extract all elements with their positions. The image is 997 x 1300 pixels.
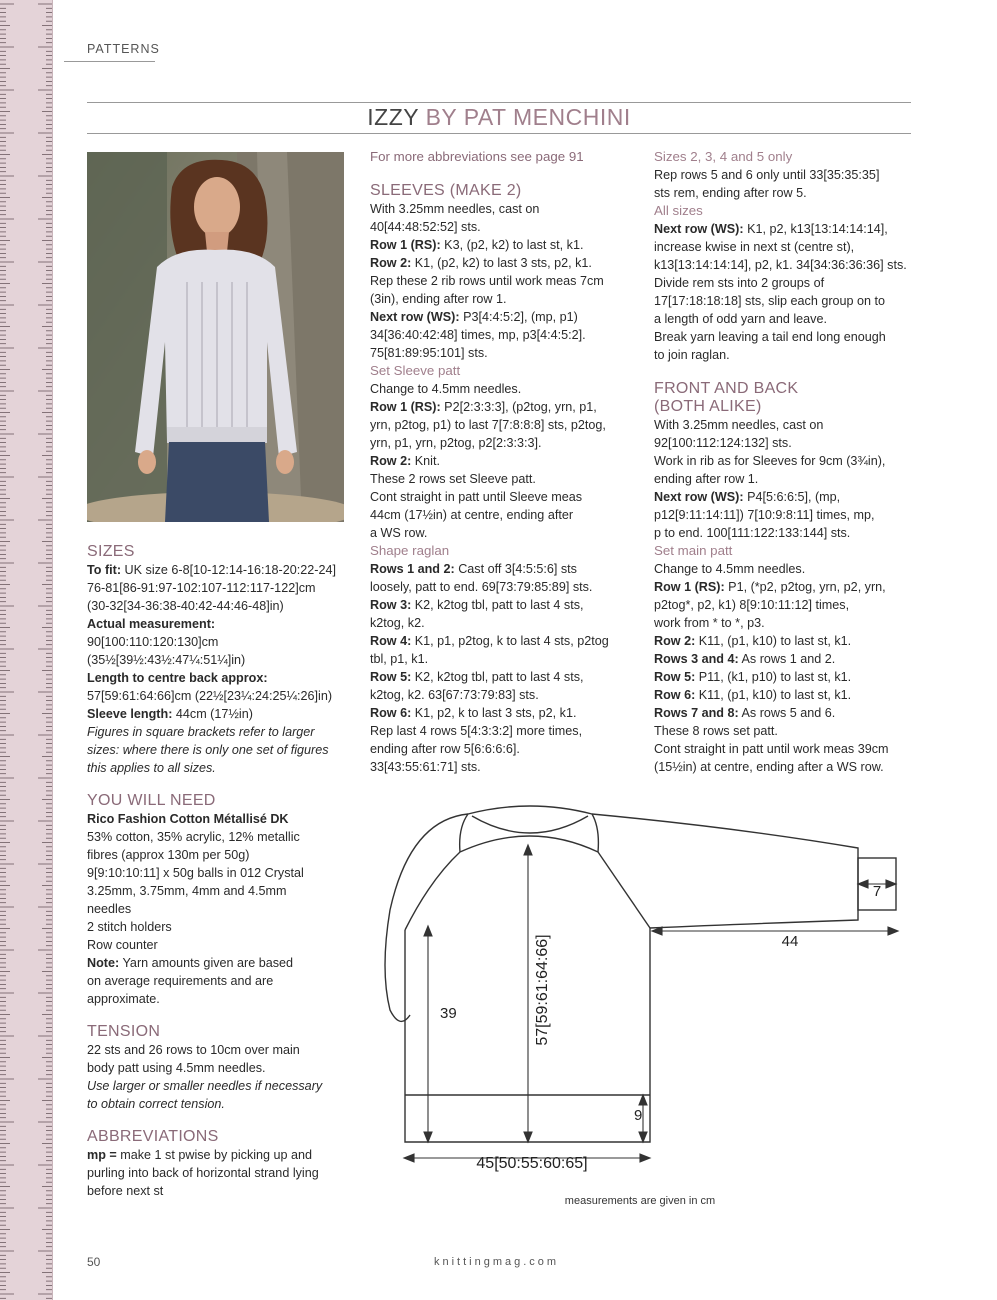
body-line: 17[17:18:18:18] sts, slip each group on to [654,294,886,308]
section-tag: PATTERNS [87,42,160,56]
yarn-line-2: fibres (approx 130m per 50g) [87,848,250,862]
abbr-line-3: before next st [87,1184,164,1198]
yarn-line-1: 53% cotton, 35% acrylic, 12% metallic [87,830,300,844]
sizes-2-5-subheading: Sizes 2, 3, 4 and 5 only [654,149,793,164]
body-line: (15½in) at centre, ending after a WS row. [654,760,884,774]
abbr-label: mp = [87,1148,117,1162]
side-length-label: 39 [440,1005,457,1022]
row-label: Row 5: [370,670,412,684]
body-length-label: 57[59:61:64:66] [534,934,551,1046]
row-label: Rows 1 and 2: [370,562,455,576]
row-label: Row 6: [370,706,412,720]
to-fit-label: To fit: [87,563,122,577]
tension-heading: TENSION [87,1023,161,1040]
body-line: Change to 4.5mm needles. [654,562,806,576]
body-line: sts rem, ending after row 5. [654,186,807,200]
row-counter: Row counter [87,938,158,952]
sweater-photo [87,152,344,522]
length-label: Length to centre back approx: [87,671,268,685]
you-will-need-heading: YOU WILL NEED [87,792,216,809]
row-text: P11, (k1, p10) to last st, k1. [698,670,852,684]
row-text: K1, p2, k13[13:14:14:14], [747,222,888,236]
sleeves-line: Cont straight in patt until Sleeve meas [370,490,583,504]
stitch-holders: 2 stitch holders [87,920,172,934]
measuring-ruler [0,0,53,1300]
sleeve-label: Sleeve length: [87,707,173,721]
sleeves-line: yrn, p2tog, p1) to last 7[7:8:8:8] sts, p2tog, [370,418,606,432]
body-line: Rep rows 5 and 6 only until 33[35:35:35] [654,168,880,182]
front-back-heading: FRONT AND BACK [654,380,799,397]
sleeves-line: a WS row. [370,526,428,540]
yarn-line-3: 9[9:10:10:11] x 50g balls in 012 Crystal [87,866,304,880]
left-sleeve [385,814,468,1021]
row-label: Rows 7 and 8: [654,706,739,720]
sizes-note-1: Figures in square brackets refer to larger [87,725,315,739]
pattern-byline: BY PAT MENCHINI [425,104,631,130]
right-raglan [598,852,650,928]
body-line: increase kwise in next st (centre st), [654,240,855,254]
sweater-schematic [380,800,920,1220]
row-label: Next row (WS): [654,222,744,236]
sizes-note-2: sizes: where there is only one set of figures [87,743,329,757]
row-text: P2[2:3:3:3], (p2tog, yrn, p1, [444,400,597,414]
needles-line-2: needles [87,902,132,916]
cuff-label: 7 [872,883,882,900]
sizes-note-3: this applies to all sizes. [87,761,216,775]
body-line: Work in rib as for Sleeves for 9cm (3¾in), [654,454,886,468]
row-label: Next row (WS): [654,490,744,504]
column-3 [654,148,924,776]
row-label: Row 2: [654,634,696,648]
row-text: As rows 1 and 2. [741,652,836,666]
row-text: As rows 5 and 6. [741,706,836,720]
body-line: work from * to *, p3. [654,616,765,630]
to-fit-in: (30-32[34-36:38-40:42-44:46-48]in) [87,599,284,613]
sleeve-value: 44cm (17½in) [175,707,253,721]
body-line: Cont straight in patt until work meas 39cm [654,742,889,756]
actual-label: Actual measurement: [87,617,216,631]
sleeves-line: (3in), ending after row 1. [370,292,507,306]
row-text: K1, p2, k to last 3 sts, p2, k1. [414,706,577,720]
row-text: K3, (p2, k2) to last st, k1. [444,238,584,252]
ruler-ticks [0,0,52,1300]
body-line: 92[100:112:124:132] sts. [654,436,792,450]
shape-raglan-subheading: Shape raglan [370,543,450,558]
sleeves-line: Rep last 4 rows 5[4:3:3:2] more times, [370,724,583,738]
row-label: Next row (WS): [370,310,460,324]
sleeves-line: 44cm (17½in) at centre, ending after [370,508,574,522]
note-line-a: Yarn amounts given are based [122,956,294,970]
set-sleeve-patt-subheading: Set Sleeve patt [370,363,461,378]
sleeve-length-label: 44 [781,933,799,950]
row-label: Row 3: [370,598,412,612]
tension-line-1: 22 sts and 26 rows to 10cm over main [87,1043,300,1057]
column-2 [370,148,640,776]
more-abbreviations: For more abbreviations see page 91 [370,149,584,164]
note-label: Note: [87,956,120,970]
diagram-caption: measurements are given in cm [564,1195,716,1207]
row-text: P1, (*p2, p2tog, yrn, p2, yrn, [728,580,886,594]
body-line: a length of odd yarn and leave. [654,312,827,326]
row-text: P4[5:6:6:5], (mp, [747,490,841,504]
abbreviations-heading: ABBREVIATIONS [87,1128,219,1145]
yarn-name: Rico Fashion Cotton Métallisé DK [87,812,289,826]
to-fit-cm: 76-81[86-91:97-102:107-112:117-122]cm [87,581,316,595]
front-back-heading-2: (BOTH ALIKE) [654,398,762,415]
all-sizes-subheading: All sizes [654,203,703,218]
sleeves-line: k2tog, k2. 63[67:73:79:83] sts. [370,688,539,702]
to-fit-value: UK size 6-8[10-12:14-16:18-20:22-24] [124,563,336,577]
rib-depth-label: 9 [634,1107,643,1124]
actual-cm: 90[100:110:120:130]cm [87,635,219,649]
row-text: P3[4:4:5:2], (mp, p1) [463,310,578,324]
row-label: Rows 3 and 4: [654,652,739,666]
row-label: Row 2: [370,454,412,468]
row-text: Knit. [414,454,440,468]
body-line: p12[9:11:14:11]) 7[10:9:8:11] times, mp, [654,508,875,522]
sleeves-line: 40[44:48:52:52] sts. [370,220,481,234]
body-line: k13[13:14:14:14], p2, k1. 34[34:36:36:36] sts. [654,258,907,272]
page-number: 50 [87,1255,101,1269]
site-url: knittingmag.com [434,1256,560,1268]
tension-line-3: Use larger or smaller needles if necessary [87,1079,323,1093]
set-main-patt-subheading: Set main patt [654,543,733,558]
tension-line-4: to obtain correct tension. [87,1097,225,1111]
sleeves-line: 34[36:40:42:48] times, mp, p3[4:4:5:2]. [370,328,586,342]
needles-line-1: 3.25mm, 3.75mm, 4mm and 4.5mm [87,884,287,898]
sleeves-line: 75[81:89:95:101] sts. [370,346,488,360]
row-text: K11, (p1, k10) to last st, k1. [698,634,852,648]
pattern-title [87,104,911,131]
row-text: K2, k2tog tbl, patt to last 4 sts, [414,598,584,612]
abbr-line-1: make 1 st pwise by picking up and [120,1148,313,1162]
right-sleeve [592,814,858,928]
row-label: Row 1 (RS): [370,400,441,414]
row-label: Row 1 (RS): [370,238,441,252]
sleeves-line: loosely, patt to end. 69[73:79:85:89] sts. [370,580,593,594]
body-line: With 3.25mm needles, cast on [654,418,824,432]
row-label: Row 5: [654,670,696,684]
row-label: Row 4: [370,634,412,648]
row-text: K1, p1, p2tog, k to last 4 sts, p2tog [414,634,609,648]
abbr-line-2: purling into back of horizontal strand lying [87,1166,319,1180]
body-line: Divide rem sts into 2 groups of [654,276,825,290]
row-label: Row 6: [654,688,696,702]
note-line-c: approximate. [87,992,160,1006]
pattern-name: IZZY [367,104,419,130]
row-label: Row 1 (RS): [654,580,725,594]
title-rule-top [87,102,911,103]
sizes-heading: SIZES [87,543,135,560]
body-line: Break yarn leaving a tail end long enough [654,330,886,344]
note-line-b: on average requirements and are [87,974,274,988]
body-line: ending after row 1. [654,472,759,486]
body-line: to join raglan. [654,348,730,362]
sleeves-line: yrn, p1, yrn, p2tog, p2[2:3:3:3]. [370,436,542,450]
body-line: p to end. 100[111:122:133:144] sts. [654,526,851,540]
sleeves-line: 33[43:55:61:71] sts. [370,760,481,774]
width-label: 45[50:55:60:65] [476,1155,588,1172]
row-text: K11, (p1, k10) to last st, k1. [698,688,852,702]
column-1 [87,543,349,1200]
sleeves-heading: SLEEVES (MAKE 2) [370,182,522,199]
row-text: Cast off 3[4:5:5:6] sts [458,562,577,576]
sleeves-line: k2tog, k2. [370,616,425,630]
body-line: These 8 rows set patt. [654,724,778,738]
body-line: p2tog*, p2, k1) 8[9:10:11:12] times, [654,598,850,612]
sleeves-line: With 3.25mm needles, cast on [370,202,540,216]
sleeves-line: Rep these 2 rib rows until work meas 7cm [370,274,604,288]
section-underline [64,61,155,62]
actual-in: (35½[39½:43½:47¼:51¼]in) [87,653,246,667]
tension-line-2: body patt using 4.5mm needles. [87,1061,266,1075]
title-rule-bottom [87,133,911,134]
sleeves-line: These 2 rows set Sleeve patt. [370,472,536,486]
sleeves-line: Change to 4.5mm needles. [370,382,522,396]
row-text: K1, (p2, k2) to last 3 sts, p2, k1. [414,256,592,270]
to-fit-line [87,561,349,579]
length-value: 57[59:61:64:66]cm (22½[23¼:24:25¼:26]in) [87,689,333,703]
sleeves-line: tbl, p1, k1. [370,652,429,666]
row-label: Row 2: [370,256,412,270]
row-text: K2, k2tog tbl, patt to last 4 sts, [414,670,584,684]
left-raglan [405,852,460,930]
sleeves-line: ending after row 5[6:6:6:6]. [370,742,520,756]
